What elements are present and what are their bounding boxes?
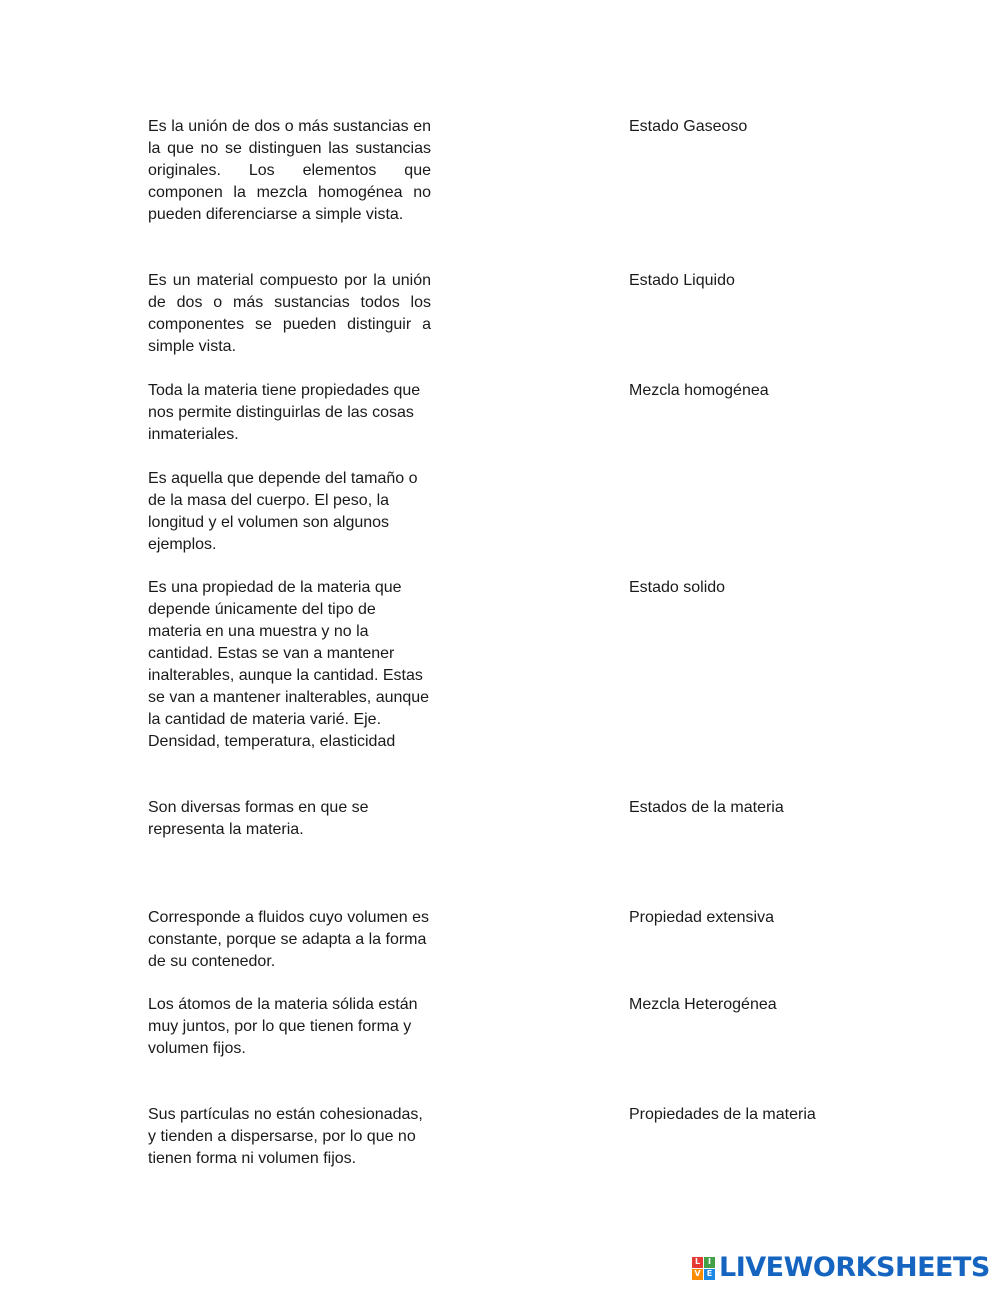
logo-letter-e: E [704, 1269, 715, 1280]
definition-intensive-property: Es una propiedad de la materia que depende únicamente del tipo de materia en una muestra y no la cantidad. Estas se van a mantener inalterables, aunque la cantidad. Estas se van a mantener inalterables, aunque la cantidad de materia varié. Eje. Densidad, temperatura, elasticidad [148, 579, 430, 750]
definition-heterogeneous-mixture: Es un material compuesto por la unión de dos o más sustancias todos los componentes se pueden distinguir a simple vista. [148, 272, 431, 355]
liveworksheets-logo [692, 1253, 990, 1283]
term-mezcla-homogenea[interactable]: Mezcla homogénea [629, 382, 769, 399]
term-estados-de-la-materia[interactable]: Estados de la materia [629, 799, 784, 816]
term-estado-solido[interactable]: Estado solido [629, 579, 726, 596]
logo-letter-i: I [704, 1257, 715, 1268]
definition-liquid-state: Corresponde a fluidos cuyo volumen es constante, porque se adapta a la forma de su contenedor. [148, 909, 430, 970]
logo-letter-l: L [692, 1257, 703, 1268]
term-mezcla-heterogenea[interactable]: Mezcla Heterogénea [629, 996, 777, 1013]
term-estado-liquido[interactable]: Estado Liquido [629, 272, 735, 289]
definition-extensive-property: Es aquella que depende del tamaño o de la masa del cuerpo. El peso, la longitud y el volumen son algunos ejemplos. [148, 470, 418, 553]
logo-letter-v: V [692, 1269, 703, 1280]
liveworksheets-logo-icon [692, 1257, 715, 1280]
term-propiedad-extensiva[interactable]: Propiedad extensiva [629, 909, 774, 926]
definition-gaseous-state: Sus partículas no están cohesionadas, y tienden a dispersarse, por lo que no tienen forma ni volumen fijos. [148, 1106, 423, 1167]
term-propiedades-de-la-materia[interactable]: Propiedades de la materia [629, 1106, 816, 1123]
definition-states-of-matter: Son diversas formas en que se representa la materia. [148, 799, 369, 838]
liveworksheets-logo-text: LIVEWORKSHEETS [719, 1252, 990, 1283]
term-estado-gaseoso[interactable]: Estado Gaseoso [629, 118, 748, 135]
definition-gas-mixture-homogeneous: Es la unión de dos o más sustancias en la que no se distinguen las sustancias originales. Los elementos que componen la mezcla homogénea no pueden diferenciarse a simple vista. [148, 118, 431, 223]
definition-solid-state: Los átomos de la materia sólida están muy juntos, por lo que tienen forma y volumen fijos. [148, 996, 418, 1057]
definition-properties-of-matter: Toda la materia tiene propiedades que nos permite distinguirlas de las cosas inmateriales. [148, 382, 421, 443]
